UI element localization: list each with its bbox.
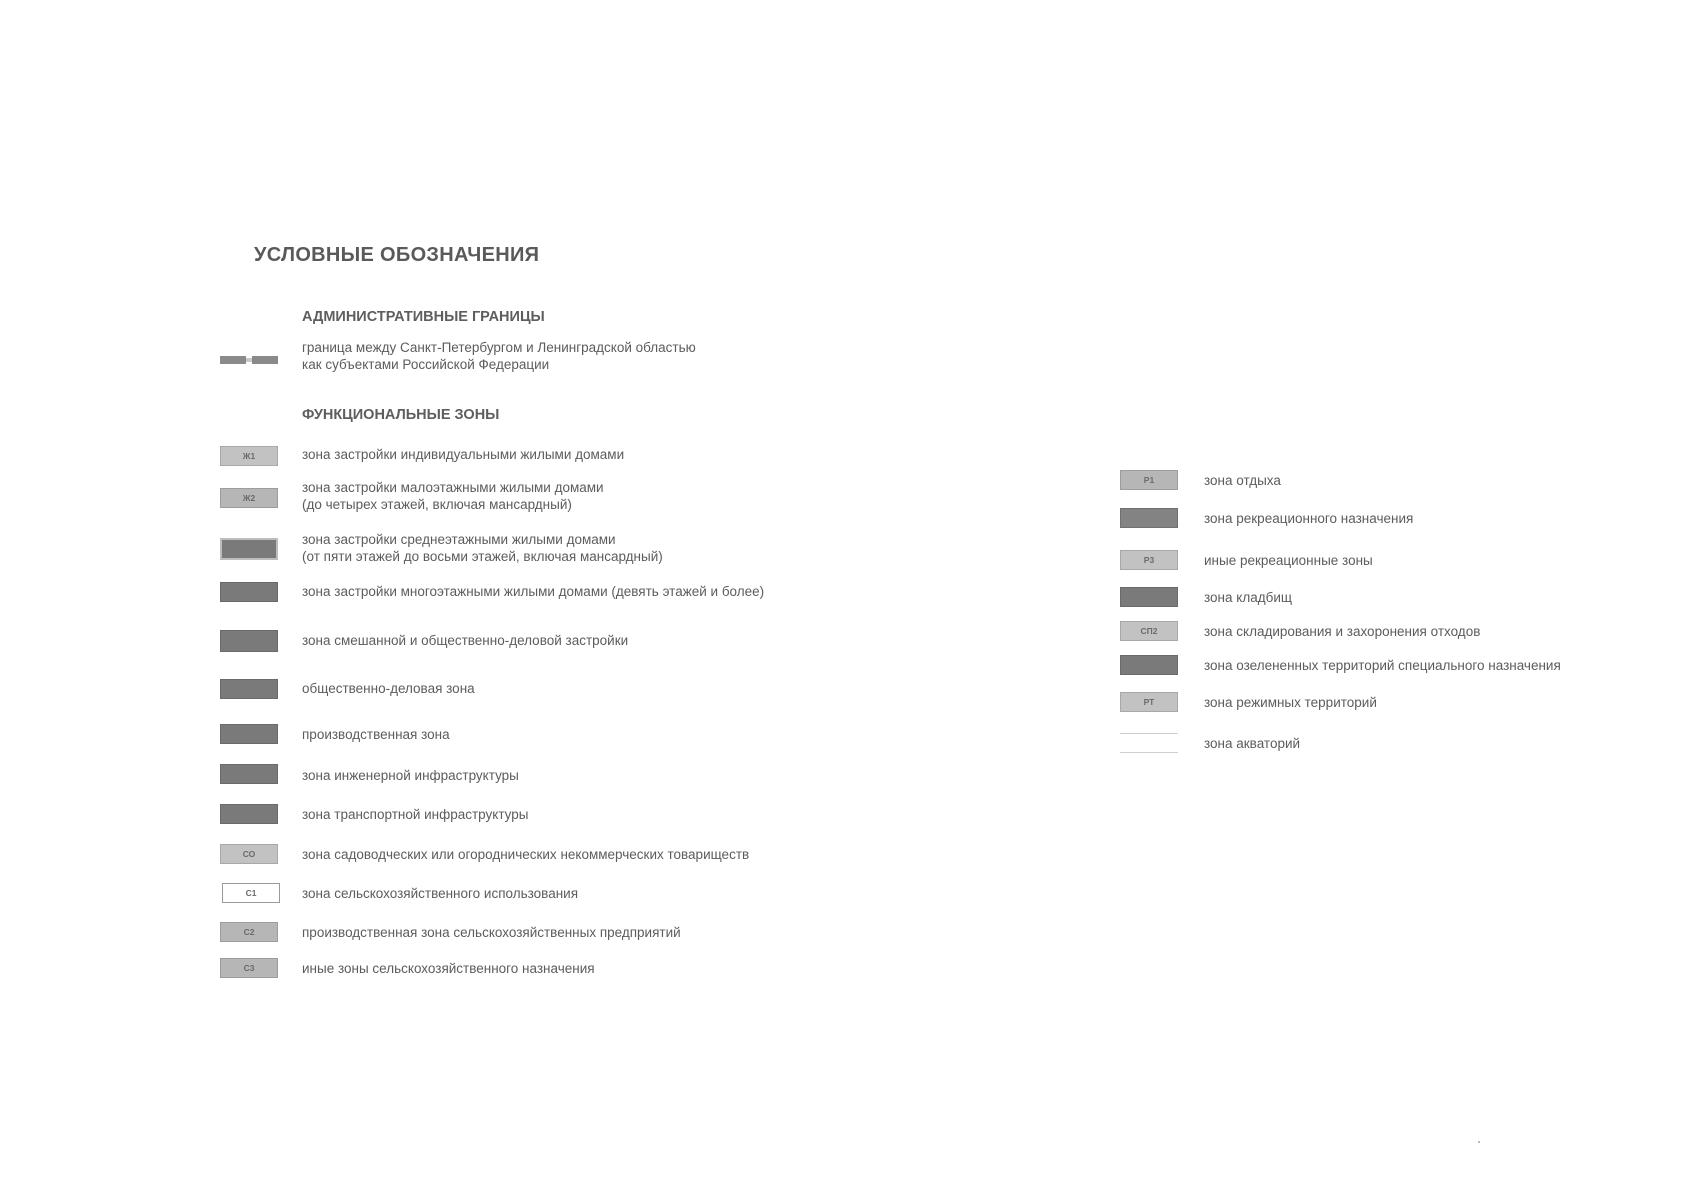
- label-zone-zh1: зона застройки индивидуальными жилыми домами: [302, 447, 625, 462]
- label-zone-cemetery: зона кладбищ: [1204, 590, 1292, 605]
- swatch-zone-zh2: Ж2: [220, 488, 278, 508]
- section-functional-zones: ФУНКЦИОНАЛЬНЫЕ ЗОНЫ: [302, 407, 500, 423]
- label-zone-rt: зона режимных территорий: [1204, 695, 1377, 710]
- swatch-zone-mixed: [220, 630, 278, 652]
- swatch-zone-special-green: [1120, 655, 1178, 675]
- speck-mark: [1478, 1141, 1480, 1143]
- label-zone-co: зона садоводческих или огороднических некоммерческих товариществ: [302, 847, 750, 862]
- label-zone-c1: зона сельскохозяйственного использования: [302, 886, 579, 901]
- label-zone-c3: иные зоны сельскохозяйственного назначения: [302, 961, 595, 976]
- label-zone-sp2: зона складирования и захоронения отходов: [1204, 624, 1481, 639]
- boundary-line-symbol: [220, 356, 278, 364]
- label-zone-business: общественно-деловая зона: [302, 681, 475, 696]
- swatch-zone-c1: С1: [222, 883, 280, 903]
- boundary-label: граница между Санкт-Петербургом и Ленинградской областью как субъектами Российской Федерации: [302, 340, 696, 372]
- label-zone-c2: производственная зона сельскохозяйственных предприятий: [302, 925, 681, 940]
- label-zone-zh2: зона застройки малоэтажными жилыми домами (до четырех этажей, включая мансардный): [302, 480, 604, 512]
- swatch-zone-midrise: [220, 538, 278, 560]
- label-zone-mixed: зона смешанной и общественно-деловой застройки: [302, 633, 629, 648]
- swatch-zone-r1: Р1: [1120, 470, 1178, 490]
- swatch-zone-transport: [220, 804, 278, 824]
- label-zone-r3: иные рекреационные зоны: [1204, 553, 1373, 568]
- label-zone-highrise: зона застройки многоэтажными жилыми домами (девять этажей и более): [302, 584, 765, 599]
- swatch-zone-recreation: [1120, 508, 1178, 528]
- section-admin-boundaries: АДМИНИСТРАТИВНЫЕ ГРАНИЦЫ: [302, 309, 545, 325]
- label-zone-midrise: зона застройки среднеэтажными жилыми домами (от пяти этажей до восьми этажей, включая мансардный): [302, 532, 663, 564]
- label-zone-r1: зона отдыха: [1204, 473, 1281, 488]
- legend-title: УСЛОВНЫЕ ОБОЗНАЧЕНИЯ: [254, 244, 540, 266]
- swatch-zone-engineering: [220, 764, 278, 784]
- swatch-zone-r3: Р3: [1120, 550, 1178, 570]
- swatch-zone-co: СО: [220, 844, 278, 864]
- swatch-zone-zh1: Ж1: [220, 446, 278, 466]
- swatch-zone-business: [220, 679, 278, 699]
- swatch-zone-highrise: [220, 582, 278, 602]
- swatch-zone-industrial: [220, 724, 278, 744]
- label-zone-water: зона акваторий: [1204, 736, 1301, 751]
- label-zone-engineering: зона инженерной инфраструктуры: [302, 768, 519, 783]
- swatch-zone-cemetery: [1120, 587, 1178, 607]
- swatch-zone-water: [1120, 733, 1178, 753]
- swatch-zone-c2: С2: [220, 922, 278, 942]
- label-zone-recreation: зона рекреационного назначения: [1204, 511, 1414, 526]
- swatch-zone-rt: РТ: [1120, 692, 1178, 712]
- label-zone-industrial: производственная зона: [302, 727, 450, 742]
- swatch-zone-c3: С3: [220, 958, 278, 978]
- swatch-zone-sp2: СП2: [1120, 621, 1178, 641]
- label-zone-special-green: зона озелененных территорий специального назначения: [1204, 658, 1561, 673]
- label-zone-transport: зона транспортной инфраструктуры: [302, 807, 529, 822]
